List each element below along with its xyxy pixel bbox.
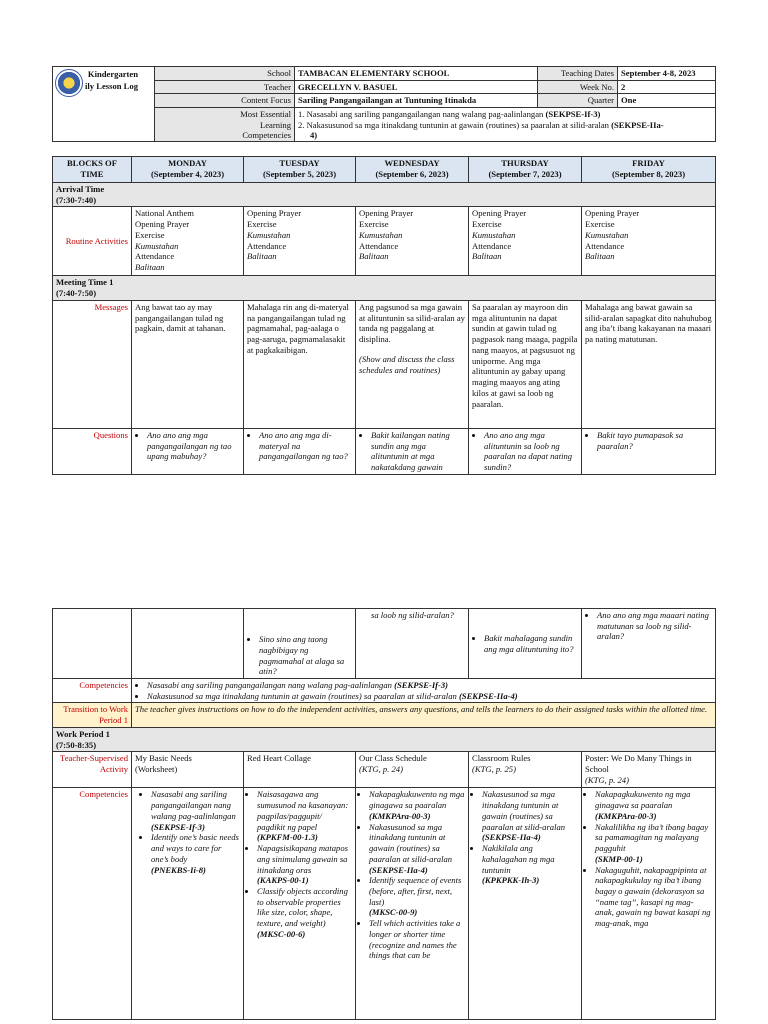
- competency-code: (MKSC-00-6): [257, 928, 306, 939]
- routine-item: Balitaan: [585, 251, 615, 262]
- question-item-cont: sa loob ng silid-aralan?: [371, 610, 454, 620]
- arrival-time: (7:30-7:40): [56, 194, 97, 205]
- question-item: • Ano ano ang mga di-materyal na pangangailangan ng tao?: [259, 430, 352, 462]
- competencies-row: [132, 679, 716, 703]
- activity-title: My Basic Needs: [135, 753, 192, 764]
- activity-title: Poster: We Do Many Things in School: [585, 753, 692, 775]
- question-tuesday: [244, 428, 356, 474]
- question-wednesday: [356, 428, 469, 474]
- competency-text: Nakapagkukuwento ng mga ginagawa sa paaralan: [595, 789, 691, 811]
- competency-text: Nakapagkukuwento ng mga ginagawa sa paaralan: [369, 789, 465, 811]
- routine-item: Attendance: [585, 240, 625, 251]
- competency-text: Napagsisikapang matapos ang sinimulang gawain sa itinakdang oras: [257, 843, 348, 875]
- tsa-tuesday: Red Heart Collage: [244, 752, 356, 788]
- question-item: • Bakit mahalagang sundin ang mga alituntuning ito?: [484, 633, 578, 654]
- message-monday: Ang bawat tao ay may pangangailangan tulad ng pagkain, damit at tahanan.: [132, 300, 244, 428]
- question-cont-thursday: [469, 609, 582, 679]
- work-period-time: (7:50-8:35): [56, 739, 97, 750]
- routine-item: Balitaan: [135, 262, 165, 273]
- routine-item: National Anthem: [135, 208, 194, 219]
- question-item: • Bakit kailangan nating sundin ang mga alituntunin at mga nakatakdang gawain: [371, 430, 465, 473]
- competency-code: (SEKPSE-IIa-4): [482, 832, 541, 843]
- question-item: • Bakit tayo pumapasok sa paaralan?: [597, 430, 712, 451]
- question-monday: [132, 428, 244, 474]
- routine-item: Kumustahan: [247, 229, 291, 240]
- competencies-thursday: [469, 788, 582, 1020]
- mel-item-2-code-cont: 4): [310, 129, 318, 140]
- teacher-value: GRECELLYN V. BASUEL: [295, 80, 538, 94]
- arrival-time-row: [53, 183, 716, 207]
- tsa-monday: [132, 752, 244, 788]
- quarter-value: One: [618, 94, 716, 108]
- competency-item: [482, 789, 578, 843]
- competency-code: (SEKPSE-If-3): [151, 821, 205, 832]
- col-wednesday: [356, 157, 469, 183]
- message-friday: Mahalaga ang bawat gawain sa silid-aralan sapagkat dito nahuhubog ang iba’t ibang kakayanan na maaari pa nating matutunan.: [582, 300, 716, 428]
- dates-value: September 4-8, 2023: [618, 67, 716, 81]
- form-title-line1: Kindergarten: [87, 69, 139, 79]
- competencies-wednesday: [356, 788, 469, 1020]
- message-tuesday: Mahalaga rin ang di-materyal na pangangailangan tulad ng pagmamahal, pag-aalaga o pag-aaruga, pagmamalasakit at pagkakaibigan.: [244, 300, 356, 428]
- meeting-time: (7:40-7:50): [56, 288, 97, 299]
- activity-note: (KTG, p. 24): [585, 774, 629, 785]
- tsa-thursday: [469, 752, 582, 788]
- competency-code: (SEKPSE-IIa-4): [369, 864, 428, 875]
- work-period-row: [53, 727, 716, 751]
- question-item: • Sino sino ang taong nagbibigay ng pagmamahal at alaga sa atin?: [259, 634, 352, 677]
- message-note: (Show and discuss the class schedules and routines): [359, 353, 455, 375]
- competency-item: [482, 843, 578, 886]
- col-monday: [132, 157, 244, 183]
- mel-item-1-text: 1. Nasasabi ang sariling pangangailangan nang walang pag-aalinlangan: [298, 109, 546, 120]
- competency-text: Nakikilala ang kahalagahan ng mga tuntunin: [482, 843, 555, 875]
- day-name: WEDNESDAY: [384, 158, 440, 168]
- message-wednesday: [356, 300, 469, 428]
- competency-item: [257, 886, 352, 940]
- routine-item: Attendance: [359, 240, 399, 251]
- routine-item: Exercise: [247, 219, 277, 230]
- school-label: School: [155, 67, 295, 81]
- routine-item: Balitaan: [472, 251, 502, 262]
- competencies-monday: [132, 788, 244, 1020]
- competencies-label: Competencies: [53, 679, 132, 703]
- routine-item: Kumustahan: [135, 240, 179, 251]
- messages-label: Messages: [53, 300, 132, 428]
- competency-text: Identify sequence of events (before, after, first, next, last): [369, 875, 462, 907]
- mel-item-2: [298, 120, 712, 130]
- routine-item: Kumustahan: [359, 229, 403, 240]
- competency-item-2: [147, 691, 712, 702]
- question-cont-friday: [582, 609, 716, 679]
- transition-text: The teacher gives instructions on how to do the independent activities, answers any questions, and tells the learners to do their assigned tasks within the allotted time.: [132, 703, 716, 727]
- mel-list: [295, 108, 716, 142]
- meeting-time-row: [53, 276, 716, 300]
- competencies-tuesday: [244, 788, 356, 1020]
- routine-item: Exercise: [585, 219, 615, 230]
- competency-code: (KAKPS-00-1): [257, 875, 309, 886]
- arrival-title: Arrival Time: [56, 184, 105, 194]
- competency-item: [369, 918, 465, 961]
- work-period-title: Work Period 1: [56, 728, 110, 739]
- tsa-friday: [582, 752, 716, 788]
- meeting-title: Meeting Time 1: [56, 277, 114, 288]
- day-date: (September 8, 2023): [611, 168, 686, 179]
- competency-code: (PNEKBS-Ii-8): [151, 864, 206, 875]
- day-name: MONDAY: [168, 158, 207, 168]
- routine-item: Kumustahan: [585, 229, 629, 240]
- form-title-cell: [53, 67, 155, 142]
- mel-item-1: [298, 109, 712, 119]
- message-thursday: Sa paaralan ay mayroon din mga alituntunin na dapat sundin at gawin tulad ng pagpasok nang maaga, pagpila nang maayos, at pagsusuot ng uniporme. Ang mga alituntunin ay gabay upang maging maayos ang ating kilos at gawi sa loob ng paaralan.: [469, 300, 582, 428]
- competency-text: Nasasabi ang sariling pangangailangan nang walang pag-aalinlangan: [147, 680, 395, 690]
- activity-note: (Worksheet): [135, 764, 178, 775]
- routine-item: Exercise: [359, 219, 389, 230]
- mel-item-2-text: 2. Nakasusunod sa mga itinakdang tuntunin at gawain (routines) sa paaralan at silid-aralan: [298, 119, 612, 130]
- activity-title: Our Class Schedule: [359, 753, 427, 764]
- competencies-friday: [582, 788, 716, 1020]
- activity-note: (KTG, p. 25): [472, 764, 516, 775]
- col-friday: [582, 157, 716, 183]
- message-text: Ang pagsunod sa mga gawain at alituntunin sa silid-aralan ay tanda ng paggalang at disiplina.: [359, 301, 465, 345]
- routine-monday: [132, 207, 244, 276]
- day-name: TUESDAY: [279, 158, 320, 168]
- routine-item: Balitaan: [247, 251, 277, 262]
- question-item: • Ano ano ang mga pangangailangan ng tao upang mabuhay?: [147, 430, 240, 462]
- competency-text: Identify one’s basic needs and ways to care for one’s body: [151, 832, 239, 864]
- mel-label-line3: Competencies: [242, 129, 291, 140]
- competency-text: Nakasusunod sa mga itinakdang tuntunin at gawain (routines) sa paaralan at silid-aralan: [147, 690, 459, 701]
- competency-text: Nakasusunod sa mga itinakdang tuntunin at gawain (routines) sa paaralan at silid-aralan: [482, 789, 566, 832]
- competency-item: [257, 843, 352, 886]
- competency-text: Nasasabi ang sariling pangangailangan nang walang pag-aalinlangan: [151, 789, 236, 821]
- competency-item: [151, 832, 240, 875]
- question-cont-tuesday: [244, 609, 356, 679]
- mel-label-line1: Most Essential: [240, 109, 291, 120]
- questions-label: Questions: [53, 428, 132, 474]
- activity-title: Classroom Rules: [472, 753, 531, 764]
- routine-item: Kumustahan: [472, 229, 516, 240]
- routine-item: Opening Prayer: [247, 208, 302, 219]
- routine-thursday: [469, 207, 582, 276]
- day-name: THURSDAY: [501, 158, 549, 168]
- routine-item: Opening Prayer: [359, 208, 414, 219]
- questions-cont-label: [53, 609, 132, 679]
- routine-item: Attendance: [472, 240, 512, 251]
- competency-code: (KPKPKK-Ih-3): [482, 875, 540, 886]
- competency-text: Naisasagawa ang sumusunod na kasanayan: pagpilas/paggupit/ pagdikit ng papel: [257, 789, 349, 832]
- routine-item: Exercise: [135, 229, 165, 240]
- lesson-log-header: [52, 66, 716, 142]
- competency-text: Classify objects according to observable properties like size, color, shape, texture, and weight): [257, 886, 348, 929]
- question-thursday: [469, 428, 582, 474]
- day-date: (September 5, 2023): [262, 168, 337, 179]
- competency-item: [369, 822, 465, 876]
- routine-item: Attendance: [135, 251, 175, 262]
- routine-item: Opening Prayer: [472, 208, 527, 219]
- week-label: Week No.: [538, 80, 618, 94]
- mel-label-line2: Learning: [259, 119, 291, 130]
- question-cont-wednesday: [356, 609, 469, 679]
- routine-label: Routine Activities: [53, 207, 132, 276]
- competency-text: Nakaguguhit, nakapagpipinta at nakapagkukulay ng iba’t ibang bagay o gawain (dekorasyon sa “name tag”, kasapi ng mag-anak, gawain ng bawat kasapi ng mag-anak, mga: [595, 864, 711, 929]
- deped-seal-icon: [55, 69, 83, 97]
- focus-value: Sariling Pangangailangan at Tuntuning Itinakda: [295, 94, 538, 108]
- day-date: (September 7, 2023): [488, 168, 562, 179]
- competency-code: (KMKPAra-00-3): [369, 810, 431, 821]
- col-thursday: [469, 157, 582, 183]
- routine-tuesday: [244, 207, 356, 276]
- competency-code: (MKSC-00-9): [369, 907, 418, 918]
- question-friday: [582, 428, 716, 474]
- col-tuesday: [244, 157, 356, 183]
- day-date: (September 6, 2023): [375, 168, 449, 179]
- competency-item: [369, 789, 465, 821]
- competency-text: Nakalilikha ng iba’t ibang bagay sa pamamagitan ng malayang pagguhit: [595, 821, 709, 854]
- competency-item: [257, 789, 352, 843]
- competency-code: (SEKPSE-If-3): [394, 680, 449, 690]
- school-value: TAMBACAN ELEMENTARY SCHOOL: [295, 67, 538, 81]
- tsa-wednesday: [356, 752, 469, 788]
- routine-item: Opening Prayer: [135, 219, 190, 230]
- question-item: • Ano ano ang mga alituntunin sa loob ng paaralan na dapat nating sundin?: [484, 430, 578, 473]
- day-name: FRIDAY: [632, 158, 665, 168]
- competency-item: [369, 875, 465, 918]
- competency-text: Tell which activities take a longer or shorter time (recognize and names the things that can be: [369, 918, 461, 961]
- competency-item: [151, 789, 240, 832]
- focus-label: Content Focus: [155, 94, 295, 108]
- competency-item-1: [147, 680, 712, 691]
- competency-item: [595, 789, 712, 821]
- quarter-label: Quarter: [538, 94, 618, 108]
- tsa-label: Teacher-Supervised Activity: [53, 752, 132, 788]
- transition-label: Transition to Work Period 1: [53, 703, 132, 727]
- col-blocks-of-time: BLOCKS OF TIME: [53, 157, 132, 183]
- schedule-table-page2: [52, 608, 716, 1020]
- teacher-label: Teacher: [155, 80, 295, 94]
- question-cont-monday: [132, 609, 244, 679]
- routine-wednesday: [356, 207, 469, 276]
- routine-item: Exercise: [472, 219, 502, 230]
- mel-label: [155, 108, 295, 142]
- competency-item: [595, 822, 712, 865]
- competency-code: (KMKPAra-00-3): [595, 810, 657, 821]
- competency-code: (SKMP-00-1): [595, 853, 643, 864]
- mel-item-1-code: (SEKPSE-If-3): [545, 109, 601, 120]
- routine-item: Balitaan: [359, 251, 389, 262]
- dates-label: Teaching Dates: [538, 67, 618, 81]
- question-item: • Ano ano ang mga maaari nating matutunan sa loob ng silid-aralan?: [597, 610, 712, 642]
- routine-item: Attendance: [247, 240, 287, 251]
- competency-text: Nakasusunod sa mga itinakdang tuntunin at gawain (routines) sa paaralan at silid-aralan: [369, 821, 453, 864]
- competency-code: (KPKFM-00-1.3): [257, 832, 318, 843]
- competency-item: [595, 865, 712, 929]
- mel-item-2-code: (SEKPSE-IIa-: [611, 119, 664, 130]
- competencies-label-2: Competencies: [53, 788, 132, 1020]
- form-title-line2: ily Lesson Log: [85, 80, 139, 91]
- routine-item: Opening Prayer: [585, 208, 640, 219]
- day-date: (September 4, 2023): [150, 168, 225, 179]
- competency-code: (SEKPSE-IIa-4): [458, 690, 518, 701]
- activity-note: (KTG, p. 24): [359, 764, 403, 775]
- routine-friday: [582, 207, 716, 276]
- schedule-table-page1: [52, 156, 716, 475]
- week-value: 2: [618, 80, 716, 94]
